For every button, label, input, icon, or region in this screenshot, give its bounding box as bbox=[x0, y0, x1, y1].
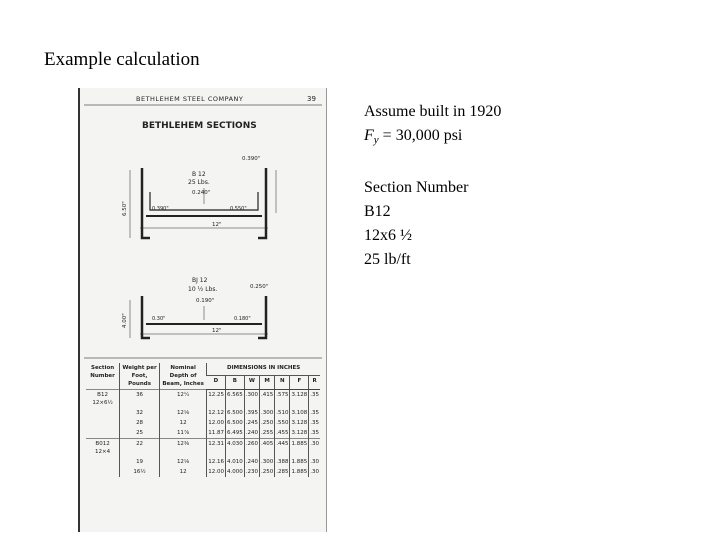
table-cell: 4.010 bbox=[226, 459, 243, 465]
table-cell: .260 bbox=[244, 439, 259, 458]
table-cell: .550 bbox=[276, 420, 289, 426]
table-cell: 12 bbox=[159, 418, 206, 428]
dimensions-table bbox=[86, 363, 320, 477]
table-cell: .445 bbox=[275, 439, 290, 458]
fig1-thick-right: 0.550" bbox=[230, 206, 247, 212]
table-cell: .35 bbox=[309, 390, 320, 409]
section-drawing-bj12 bbox=[122, 277, 268, 338]
assumption-line: Assume built in 1920 bbox=[364, 103, 502, 120]
table-cell: 11.87 bbox=[207, 428, 226, 439]
table-cell: .455 bbox=[275, 428, 290, 439]
section-cell bbox=[86, 408, 120, 418]
table-row bbox=[86, 467, 320, 477]
table-cell: .250 bbox=[260, 469, 274, 475]
col-w-header: W bbox=[244, 376, 259, 390]
table-cell: .30 bbox=[310, 469, 319, 475]
col-r-header: R bbox=[309, 376, 320, 390]
table-cell: 1.885 bbox=[291, 459, 308, 465]
table-cell: .285 bbox=[276, 469, 289, 475]
table-cell: 12 bbox=[159, 467, 206, 477]
table-cell: 4.000 bbox=[226, 469, 243, 475]
table-cell: 36 bbox=[120, 390, 160, 409]
table-cell: .240 bbox=[244, 428, 259, 439]
section-cell bbox=[86, 439, 120, 458]
table-cell: .300 bbox=[260, 459, 274, 465]
table-cell: 12⅜ bbox=[159, 439, 206, 458]
section-size: 12×4 bbox=[95, 449, 111, 455]
table-cell: .230 bbox=[245, 469, 258, 475]
section-cell bbox=[86, 457, 120, 467]
fig1-web: 0.240" bbox=[192, 190, 211, 196]
table-cell: .405 bbox=[259, 439, 274, 458]
table-cell: 12.25 bbox=[207, 390, 226, 409]
table-cell: 16½ bbox=[120, 467, 160, 477]
table-cell: 22 bbox=[120, 439, 160, 458]
table-row bbox=[86, 418, 320, 428]
table-cell: 32 bbox=[120, 408, 160, 418]
table-cell: 12.16 bbox=[208, 459, 224, 465]
dimensions-header: DIMENSIONS IN INCHES bbox=[207, 363, 320, 376]
table-cell: .245 bbox=[245, 420, 258, 426]
table-cell: 12.00 bbox=[208, 469, 224, 475]
fig2-flange-tip: 0.250" bbox=[250, 284, 269, 290]
table-cell: .415 bbox=[259, 390, 274, 409]
section-size: 12x6 ½ bbox=[364, 227, 412, 244]
slide-title: Example calculation bbox=[44, 49, 200, 70]
table-cell: 12.31 bbox=[207, 439, 226, 458]
table-cell: .30 bbox=[310, 459, 319, 465]
col-weight-header: Weight per Foot, Pounds bbox=[120, 363, 160, 390]
table-cell: 25 bbox=[120, 428, 160, 439]
table-cell: .510 bbox=[276, 410, 289, 416]
table-row bbox=[86, 408, 320, 418]
table-cell: 12⅛ bbox=[159, 408, 206, 418]
col-section-header: Section Number bbox=[90, 365, 115, 379]
fig1-thick-left: 0.390" bbox=[152, 206, 169, 212]
section-drawing-b12 bbox=[122, 156, 276, 238]
table-cell: 3.128 bbox=[291, 420, 308, 426]
section-id: B12 bbox=[364, 203, 391, 220]
table-cell: 19 bbox=[120, 457, 160, 467]
fig2-depth: 4.00" bbox=[122, 313, 128, 328]
col-n-header: N bbox=[275, 376, 290, 390]
col-d-header: D bbox=[207, 376, 226, 390]
table-cell: .240 bbox=[245, 459, 258, 465]
table-cell: 6.565 bbox=[225, 390, 244, 409]
table-cell: .35 bbox=[309, 428, 320, 439]
catalog-page-number: 39 bbox=[307, 95, 316, 103]
table-cell: .395 bbox=[245, 410, 258, 416]
catalog-company-header: BETHLEHEM STEEL COMPANY bbox=[136, 95, 244, 103]
fig2-thick-left: 0.30" bbox=[152, 316, 166, 322]
section-number: B012 bbox=[95, 441, 110, 447]
table-cell: 12.00 bbox=[208, 420, 224, 426]
table-cell: 1.885 bbox=[291, 469, 308, 475]
table-cell: 12¼ bbox=[159, 390, 206, 409]
table-cell: .35 bbox=[310, 410, 319, 416]
table-cell: 6.500 bbox=[226, 420, 243, 426]
fig1-label: B 12 bbox=[192, 171, 206, 178]
table-cell: .250 bbox=[260, 420, 274, 426]
section-size: 12×6½ bbox=[92, 400, 113, 406]
section-cell bbox=[86, 428, 120, 439]
col-depth-header: Nominal Depth of Beam, Inches bbox=[159, 363, 206, 390]
table-cell: 1.885 bbox=[290, 439, 309, 458]
table-cell: .255 bbox=[259, 428, 274, 439]
col-f-header: F bbox=[290, 376, 309, 390]
table-cell: 6.500 bbox=[226, 410, 243, 416]
table-row bbox=[86, 428, 320, 439]
table-cell: 6.495 bbox=[225, 428, 244, 439]
catalog-heading: BETHLEHEM SECTIONS bbox=[142, 121, 257, 131]
table-row bbox=[86, 439, 320, 458]
table-cell: .300 bbox=[244, 390, 259, 409]
scanned-catalog-page bbox=[78, 88, 327, 532]
fig2-web: 0.190" bbox=[196, 298, 215, 304]
table-cell: .575 bbox=[275, 390, 290, 409]
section-heading: Section Number bbox=[364, 179, 469, 196]
fig1-weight: 25 Lbs. bbox=[188, 179, 210, 186]
table-row bbox=[86, 457, 320, 467]
section-weight: 25 lb/ft bbox=[364, 251, 411, 268]
fig1-flange-tip: 0.390" bbox=[242, 156, 261, 162]
fy-symbol: F bbox=[364, 127, 374, 144]
section-number: B12 bbox=[97, 392, 108, 398]
calculation-notes bbox=[364, 100, 501, 272]
table-cell: 12.12 bbox=[208, 410, 224, 416]
section-cell bbox=[86, 467, 120, 477]
fy-value: = 30,000 psi bbox=[378, 127, 463, 144]
table-cell: 12⅛ bbox=[159, 457, 206, 467]
table-cell: .300 bbox=[260, 410, 274, 416]
col-b-header: B bbox=[225, 376, 244, 390]
table-cell: .30 bbox=[309, 439, 320, 458]
fig2-thick-right: 0.180" bbox=[234, 316, 251, 322]
section-cell bbox=[86, 418, 120, 428]
fig1-width: 12" bbox=[212, 222, 222, 228]
table-cell: 28 bbox=[120, 418, 160, 428]
table-cell: 3.128 bbox=[290, 428, 309, 439]
table-cell: 11⅞ bbox=[159, 428, 206, 439]
table-cell: .35 bbox=[310, 420, 319, 426]
yield-strength-line bbox=[364, 124, 501, 152]
col-m-header: M bbox=[259, 376, 274, 390]
table-cell: 4.030 bbox=[225, 439, 244, 458]
table-cell: .388 bbox=[276, 459, 289, 465]
section-cell bbox=[86, 390, 120, 409]
fig1-depth: 6.50" bbox=[122, 201, 128, 216]
fig2-label: BJ 12 bbox=[192, 277, 208, 284]
table-cell: 3.108 bbox=[291, 410, 308, 416]
fig2-width: 12" bbox=[212, 328, 222, 334]
table-cell: 3.128 bbox=[290, 390, 309, 409]
fig2-weight: 10 ½ Lbs. bbox=[188, 286, 218, 293]
table-row bbox=[86, 390, 320, 409]
fy-subscript: y bbox=[373, 134, 379, 146]
